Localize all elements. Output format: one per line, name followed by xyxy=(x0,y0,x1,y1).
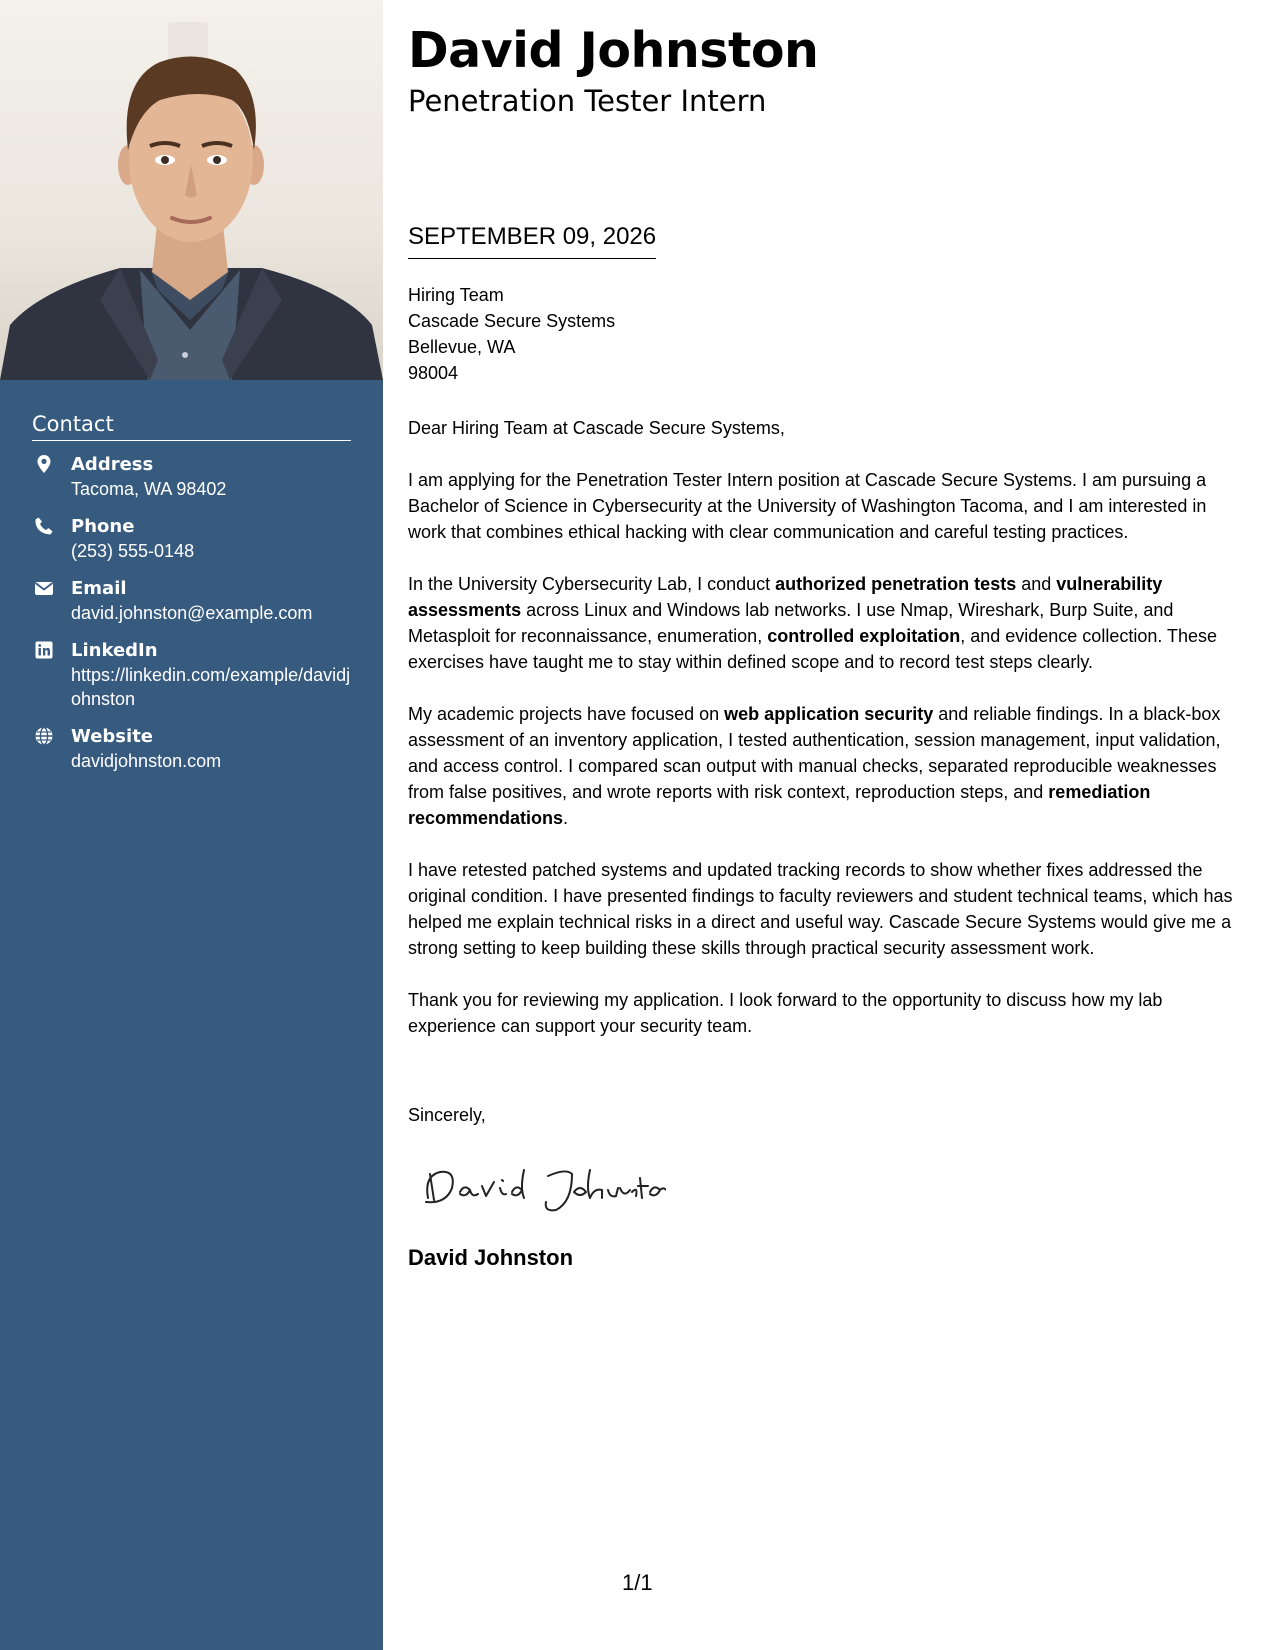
portrait-illustration xyxy=(0,0,383,380)
contact-value: Tacoma, WA 98402 xyxy=(71,479,227,499)
applicant-name: David Johnston xyxy=(408,22,819,79)
closing: Sincerely, xyxy=(408,1105,486,1125)
letter-date: SEPTEMBER 09, 2026 xyxy=(408,222,656,259)
envelope-icon xyxy=(34,578,54,598)
contact-value[interactable]: davidjohnston.com xyxy=(71,751,222,771)
contact-email xyxy=(32,577,351,625)
recipient-line: Hiring Team xyxy=(408,285,504,305)
linkedin-icon xyxy=(34,640,54,660)
contact-label: Phone xyxy=(71,516,135,537)
handwritten-signature xyxy=(416,1158,666,1218)
emphasis: vulnerability assessments xyxy=(408,574,1163,620)
job-title: Penetration Tester Intern xyxy=(408,84,767,118)
recipient-line: Bellevue, WA xyxy=(408,337,516,357)
signed-name: David Johnston xyxy=(408,1245,574,1270)
contact-section xyxy=(32,412,351,787)
paragraph-1: I am applying for the Penetration Tester Intern position at Cascade Secure Systems. I am pursuing a Bachelor of Science in Cybersecurity at the University of Washington Tacoma, and I am interested in work that combines ethical hacking with clear communication and careful testing practices. xyxy=(408,470,1207,542)
paragraph-3: My academic projects have focused on web application security and reliable findings. In a black-box assessment of an inventory application, I tested authentication, session management, input validation, and access control. I compared scan output with manual checks, separated reproducible weaknesses from false positives, and wrote reports with risk context, reproduction steps, and remediation recommendations. xyxy=(408,704,1221,828)
emphasis: authorized penetration tests xyxy=(775,574,1017,594)
recipient-line: Cascade Secure Systems xyxy=(408,311,616,331)
profile-photo xyxy=(0,0,383,380)
contact-label: Address xyxy=(71,454,154,475)
contact-value: (253) 555-0148 xyxy=(71,541,195,561)
contact-address xyxy=(32,453,351,501)
contact-value[interactable]: https://linkedin.com/example/davidjohnston xyxy=(71,665,351,709)
paragraph-2: In the University Cybersecurity Lab, I conduct authorized penetration tests and vulnerability assessments across Linux and Windows lab networks. I use Nmap, Wireshark, Burp Suite, and Metasploit for reconnaissance, enumeration, controlled exploitation, and evidence collection. These exercises have taught me to stay within defined scope and to record test steps clearly. xyxy=(408,574,1218,672)
recipient-block xyxy=(408,282,615,386)
salutation: Dear Hiring Team at Cascade Secure Systems, xyxy=(408,418,785,438)
contact-phone xyxy=(32,515,351,563)
map-pin-icon xyxy=(34,454,54,474)
phone-icon xyxy=(34,516,54,536)
paragraph-5: Thank you for reviewing my application. I look forward to the opportunity to discuss how my lab experience can support your security team. xyxy=(408,990,1163,1036)
sidebar xyxy=(0,0,383,1650)
contact-label: Website xyxy=(71,726,154,747)
contact-heading: Contact xyxy=(32,412,351,441)
letter-body xyxy=(408,415,1248,1065)
contact-linkedin xyxy=(32,639,351,711)
contact-value[interactable]: david.johnston@example.com xyxy=(71,603,313,623)
recipient-line: 98004 xyxy=(408,363,459,383)
emphasis: controlled exploitation xyxy=(767,626,961,646)
emphasis: web application security xyxy=(724,704,934,724)
contact-label: Email xyxy=(71,578,127,599)
globe-icon xyxy=(34,726,54,746)
contact-website xyxy=(32,725,351,773)
page-number: 1/1 xyxy=(622,1570,653,1595)
emphasis: remediation recommendations xyxy=(408,782,1151,828)
paragraph-4: I have retested patched systems and updated tracking records to show whether fixes addressed the original condition. I have presented findings to faculty reviewers and student technical teams, which has helped me explain technical risks in a direct and useful way. Cascade Secure Systems would give me a strong setting to keep building these skills through practical security assessment work. xyxy=(408,860,1233,958)
contact-label: LinkedIn xyxy=(71,640,158,661)
